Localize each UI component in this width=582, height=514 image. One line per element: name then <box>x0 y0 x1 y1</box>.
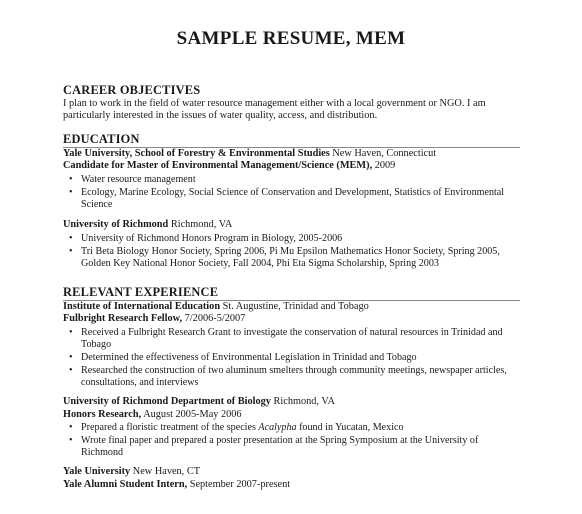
experience-urbio-line <box>63 396 520 408</box>
bullet-text: found in Yucatan, Mexico <box>296 422 404 434</box>
list-item: • Received a Fulbright Research Grant to investigate the conservation of natural resources in Trinidad and Tobago <box>63 327 520 351</box>
iie-bullets <box>63 327 520 389</box>
role-dates: August 2005-May 2006 <box>143 408 242 420</box>
list-item: • Researched the construction of two aluminum smelters through community meetings, newspaper articles, consultations, and interviews <box>63 365 520 389</box>
org-name: Yale University <box>63 466 131 478</box>
urbio-bullets <box>63 422 520 459</box>
school-name: Yale University, School of Forestry & Environmental Studies <box>63 148 330 159</box>
yale-bullets <box>63 174 520 211</box>
org-location: New Haven, CT <box>132 466 200 478</box>
richmond-bullets <box>63 233 520 270</box>
role-title: Yale Alumni Student Intern, <box>63 478 188 490</box>
career-objectives-text: I plan to work in the field of water resource management either with a local government or NGO. I am particularly interested in the issues of water quality, access, and distribution. <box>63 98 486 122</box>
degree-line <box>63 160 520 172</box>
role-dates: September 2007-present <box>189 478 291 490</box>
experience-heading: RELEVANT EXPERIENCE <box>63 286 520 301</box>
org-name: University of Richmond Department of Biology <box>63 396 271 408</box>
role-dates: 7/2006-5/2007 <box>184 313 246 325</box>
species-name: Acalypha <box>258 422 297 434</box>
education-richmond-line <box>63 219 520 231</box>
experience-yale-line <box>63 466 520 478</box>
education-yale-line <box>63 148 520 160</box>
education-section <box>63 133 520 271</box>
education-heading: EDUCATION <box>63 133 520 148</box>
org-location: Richmond, VA <box>273 396 335 408</box>
list-item: • Wrote final paper and prepared a poster presentation at the Spring Symposium at the University of Richmond <box>63 435 520 459</box>
org-location: St. Augustine, Trinidad and Tobago <box>222 301 369 312</box>
school-location: Richmond, VA <box>170 219 233 231</box>
school-location: New Haven, Connecticut <box>332 148 437 159</box>
org-name: Institute of International Education <box>63 301 221 312</box>
degree-year: 2009 <box>374 160 396 172</box>
career-objectives-heading: CAREER OBJECTIVES <box>63 83 201 97</box>
degree-name: Candidate for Master of Environmental Management/Science (MEM), <box>63 160 373 172</box>
list-item: • Ecology, Marine Ecology, Social Science of Conservation and Development, Statistics of Environmental Science <box>63 187 520 211</box>
resume-title: SAMPLE RESUME, MEM <box>176 28 406 49</box>
bullet-text: Prepared a floristic treatment of the species <box>81 422 259 434</box>
experience-iie-line <box>63 301 520 313</box>
role-line <box>63 409 520 421</box>
role-title: Fulbright Research Fellow, <box>63 313 183 325</box>
experience-section <box>63 286 520 491</box>
list-item: • Determined the effectiveness of Environmental Legislation in Trinidad and Tobago <box>63 352 520 364</box>
school-name: University of Richmond <box>63 219 169 231</box>
career-objectives-section <box>63 84 520 123</box>
list-item: • University of Richmond Honors Program in Biology, 2005-2006 <box>63 233 520 245</box>
role-line <box>63 479 520 491</box>
list-item: • Tri Beta Biology Honor Society, Spring 2006, Pi Mu Epsilon Mathematics Honor Society, Spring 2005, Golden Key National Honor Society, Fall 2004, Phi Eta Sigma Scholarship, Spring 2003 <box>63 246 520 270</box>
role-line <box>63 313 520 325</box>
role-title: Honors Research, <box>63 408 142 420</box>
list-item: • Water resource management <box>63 174 520 186</box>
list-item <box>63 422 520 434</box>
